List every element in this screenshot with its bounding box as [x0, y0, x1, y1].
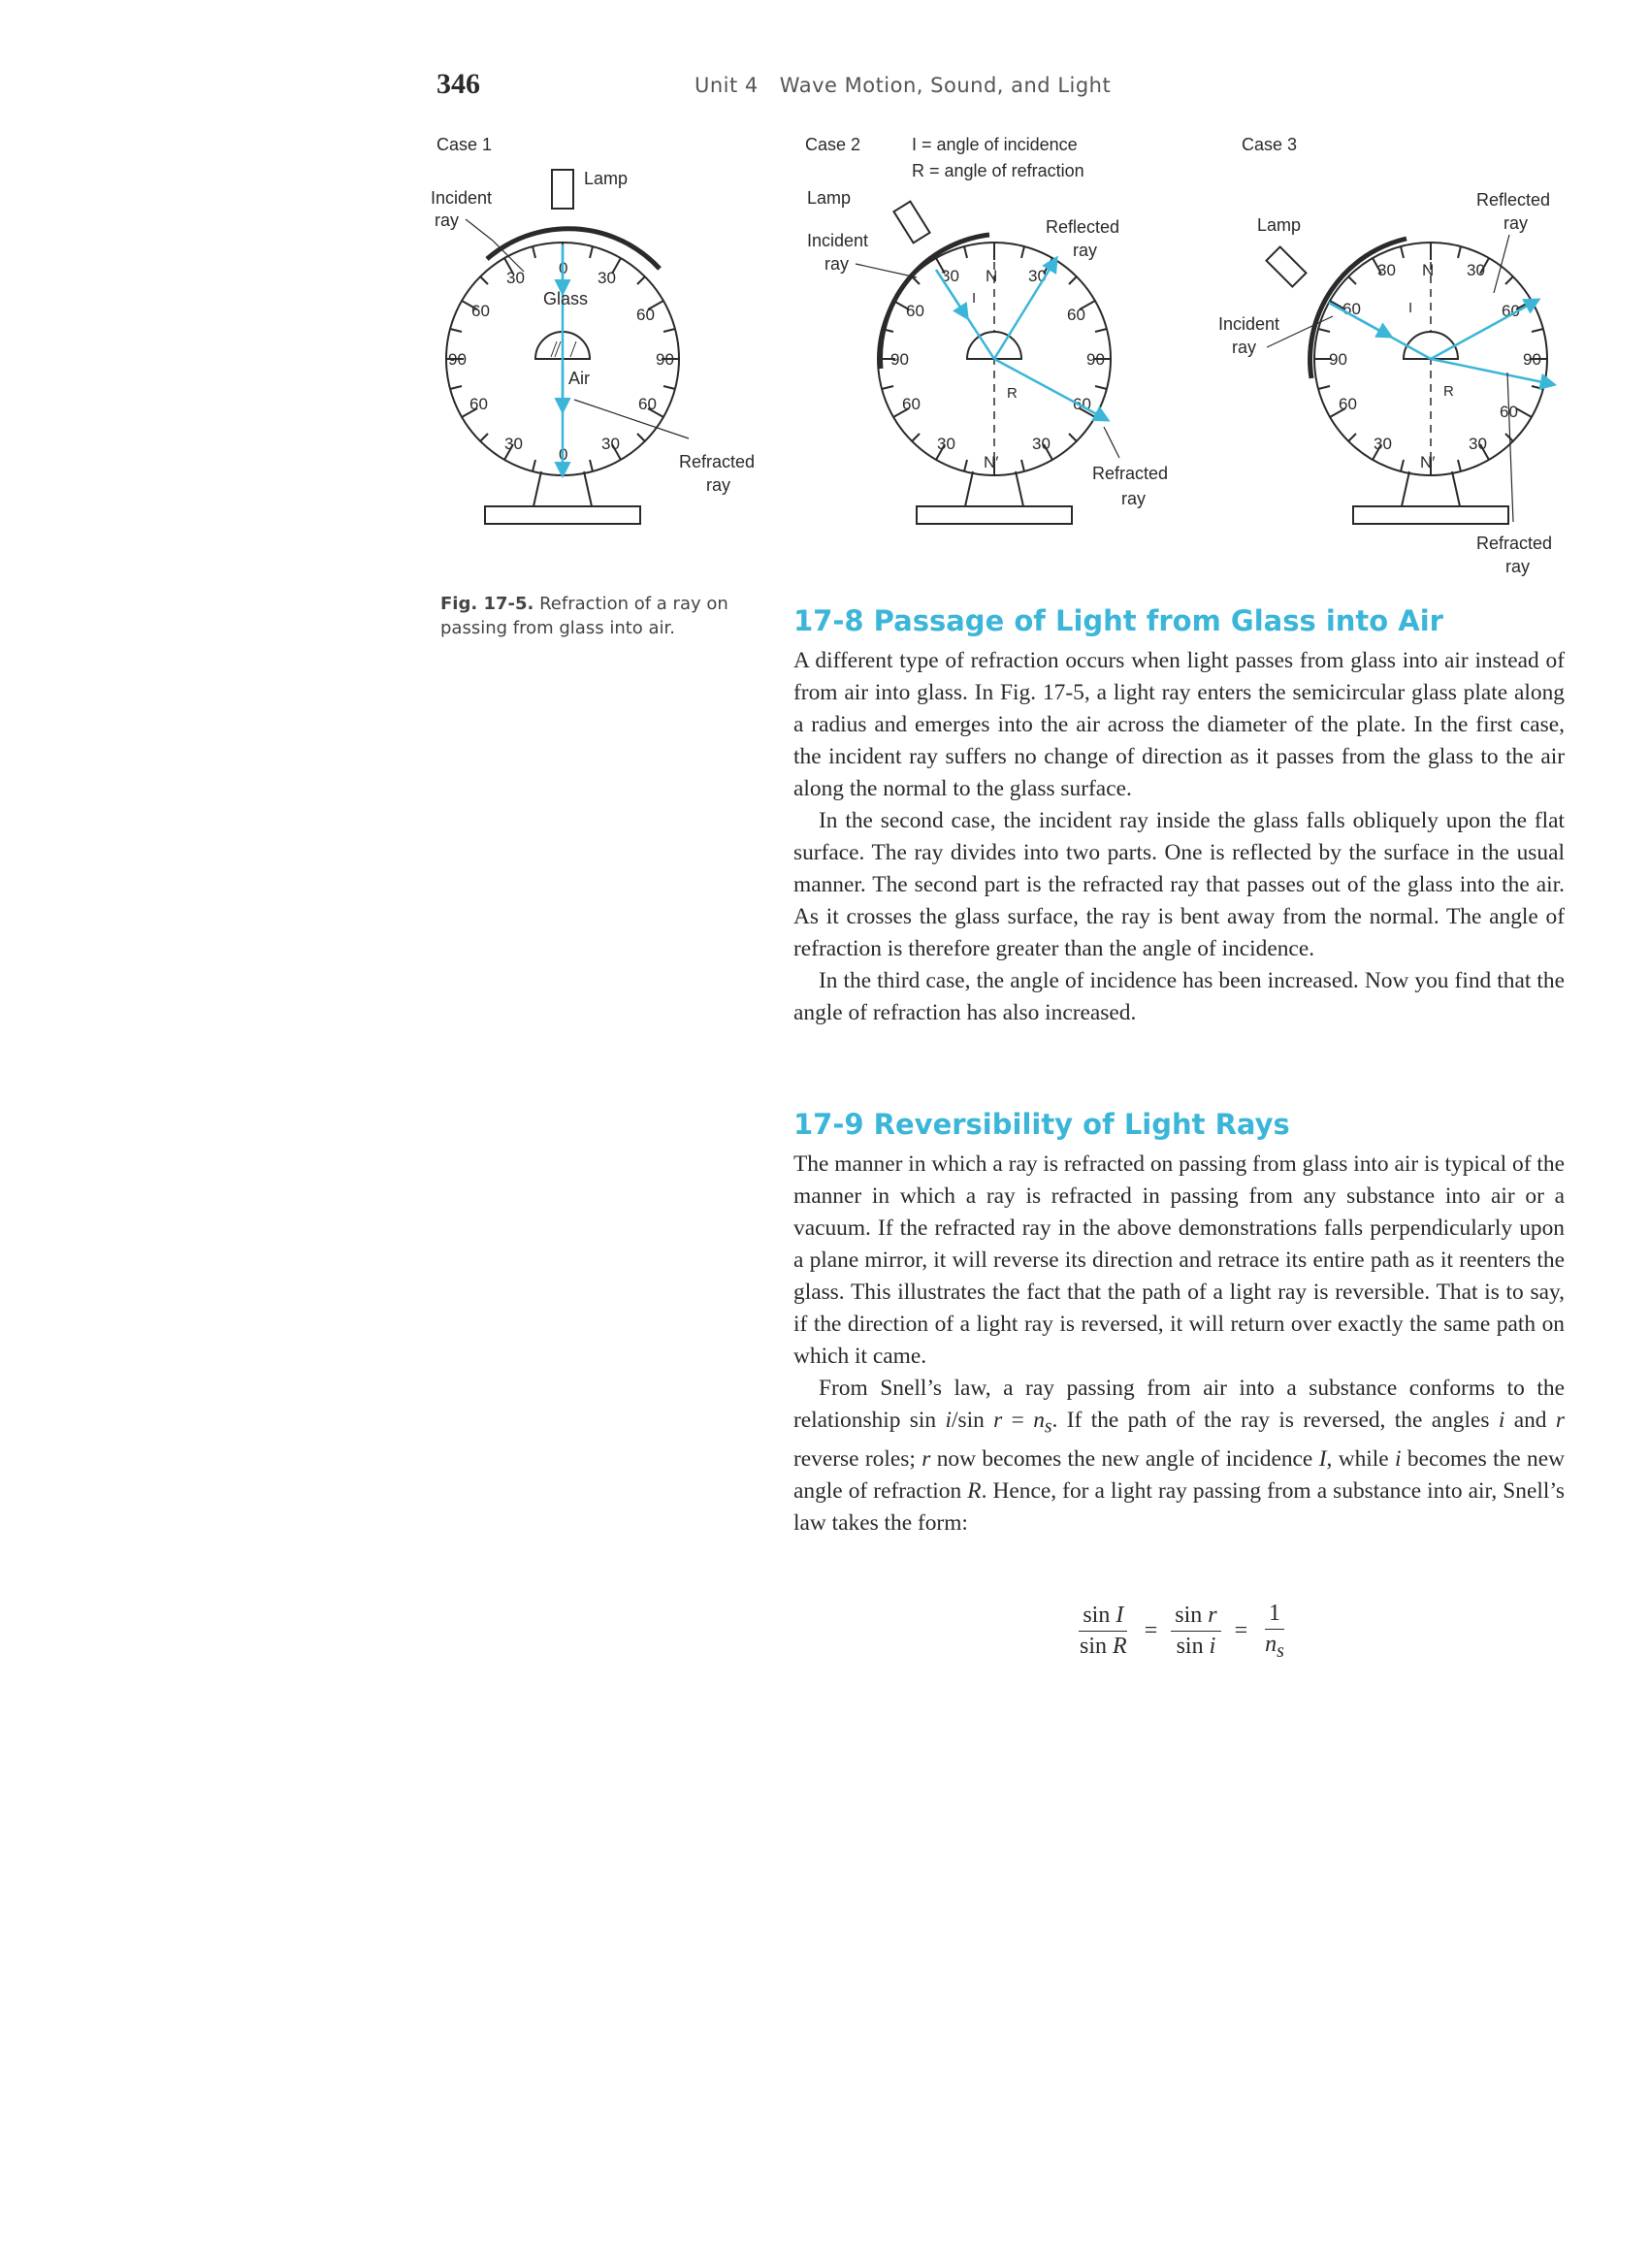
- case3-lamp-label: Lamp: [1257, 215, 1302, 235]
- case2-label-90-r: 90: [1086, 350, 1105, 369]
- case3-scale-labels: [1329, 261, 1541, 471]
- case3-stand: [1402, 471, 1460, 506]
- f3-num: 1: [1265, 1601, 1284, 1630]
- case3-label-60-ll: 60: [1339, 395, 1357, 413]
- case1-air-label: Air: [568, 369, 590, 388]
- case2-lamp: [893, 202, 929, 243]
- case3-reflected-ray: [1431, 301, 1536, 359]
- case2-incident-leader: [856, 264, 917, 277]
- case3-title: Case 3: [1242, 135, 1298, 154]
- case2-lamp-label: Lamp: [807, 188, 852, 208]
- case1-label-90-r: 90: [656, 350, 674, 369]
- case3-lamp: [1266, 246, 1306, 286]
- case2-reflected-label-1: Reflected: [1046, 217, 1120, 237]
- case3-refracted-label-2: ray: [1505, 557, 1531, 576]
- p2-r1: r: [993, 1408, 1003, 1433]
- case2-label-60-ur: 60: [1067, 306, 1085, 324]
- case2-refracted-leader: [1104, 427, 1119, 458]
- fraction-1: [1076, 1603, 1131, 1660]
- case3-Nprime-label: N′: [1420, 453, 1436, 471]
- case3-refracted-leader: [1507, 373, 1513, 522]
- case2-glass-plate: [967, 332, 1021, 359]
- case1-incident-label-2: ray: [435, 211, 460, 230]
- p2-r3: r: [922, 1445, 931, 1472]
- fraction-3: [1261, 1601, 1288, 1663]
- caption-text: Refraction of a ray on passing from glass into air.: [440, 594, 728, 638]
- case1-label-0-bottom: 0: [559, 445, 568, 464]
- case2-label-90-l: 90: [890, 350, 909, 369]
- case2-label-60-ul: 60: [906, 302, 924, 320]
- case2-label-30-ll: 30: [937, 435, 955, 453]
- f3-den-var: n: [1265, 1632, 1277, 1657]
- case1-label-30-lr: 30: [601, 435, 620, 453]
- case1-base: [485, 506, 640, 524]
- case1-label-60-ul: 60: [471, 302, 490, 320]
- f1-den-var: R: [1113, 1634, 1127, 1660]
- para-17-8-2: In the second case, the incident ray inside the glass falls obliquely upon the flat surface. The ray divides into two parts. One is reflected by the surface in the usual manner. The second part is the refracted ray that passes out of the glass into the air. As it crosses the glass surface, the ray is bent away from the normal. The angle of refraction is therefore greater than the angle of incidence.: [793, 808, 1565, 961]
- case2-base: [917, 506, 1072, 524]
- p2-k: . Hence, for a light ray passing from a substance into air, Snell’s law takes the form:: [793, 1477, 1565, 1536]
- p2-c: =: [1002, 1408, 1034, 1433]
- case2-title: Case 2: [805, 135, 861, 154]
- p2-j: becomes the new angle of refraction: [793, 1445, 1566, 1504]
- case3-diagram: [1218, 135, 1552, 576]
- f1-den-sin: sin: [1080, 1634, 1108, 1660]
- f1-num-sin: sin: [1083, 1603, 1111, 1629]
- equals-2: =: [1234, 1618, 1248, 1644]
- case3-label-90-r: 90: [1523, 350, 1541, 369]
- case1-incident-label-1: Incident: [431, 188, 493, 208]
- p2-R: R: [967, 1477, 982, 1504]
- f2-num-sin: sin: [1175, 1603, 1203, 1629]
- case1-label-60-ur: 60: [636, 306, 655, 324]
- section-17-9: [793, 1108, 1565, 1539]
- para-17-8-1: A different type of refraction occurs when light passes from glass into air instead of from air into glass. In Fig. 17-5, a light ray enters the semicircular glass plate along a radius and emerges into the air across the diameter of the plate. In the first case, the incident ray suffers no change of direction as it passes from the glass to the air along the normal to the glass surface.: [793, 648, 1565, 801]
- case3-refracted-label-1: Refracted: [1476, 534, 1553, 553]
- case3-label-30-ur: 30: [1467, 261, 1485, 279]
- case2-diagram: [805, 135, 1168, 524]
- page-number: 346: [436, 68, 480, 100]
- case2-reflected-label-2: ray: [1073, 241, 1098, 260]
- p2-d: . If the path of the ray is reversed, the angles: [1051, 1408, 1499, 1433]
- case2-refracted-label-1: Refracted: [1092, 464, 1169, 483]
- figure-17-5: [427, 126, 1571, 582]
- case1-incident-leader: [466, 219, 493, 241]
- p2-ns-sub: s: [1044, 1416, 1052, 1438]
- case2-stand: [965, 471, 1023, 506]
- case2-reflected-ray: [994, 260, 1055, 359]
- case1-glass-label: Glass: [543, 289, 589, 308]
- case3-label-30-ul: 30: [1377, 261, 1396, 279]
- case3-label-60-ur: 60: [1502, 302, 1520, 320]
- caption-label: Fig. 17-5.: [440, 594, 534, 614]
- p2-b: /sin: [951, 1408, 994, 1433]
- case1-lamp: [552, 170, 573, 209]
- p2-I: I: [1318, 1445, 1327, 1472]
- case3-N-label: N: [1422, 261, 1435, 279]
- f3-den-sub: s: [1277, 1639, 1284, 1662]
- case1-lamp-label: Lamp: [584, 169, 629, 188]
- case1-lamp-track: [487, 229, 660, 269]
- case2-N-label: N: [986, 267, 998, 285]
- case1-label-60-lr: 60: [638, 395, 657, 413]
- unit-title: Wave Motion, Sound, and Light: [779, 74, 1112, 97]
- case2-label-30-lr: 30: [1032, 435, 1051, 453]
- p2-e: and: [1504, 1408, 1556, 1433]
- para-17-9-1: The manner in which a ray is refracted on passing from glass into air is typical of the manner in which a ray is refracted in passing from any substance into air or a vacuum. If the refracted ray in the above demonstrations falls perpendicularly upon a plane mirror, it will reverse its direction and retrace its entire path as it reenters the glass. This illustrates the fact that the path of a light ray is reversible. That is to say, if the direction of a light ray is reversed, it will return over exactly the same path on which it came.: [793, 1151, 1565, 1369]
- case3-label-60-lr: 60: [1500, 403, 1518, 421]
- p2-g: now becomes the new angle of incidence: [930, 1445, 1319, 1472]
- case2-scale-labels: [890, 267, 1105, 471]
- case3-base: [1353, 506, 1508, 524]
- p2-h: , while: [1326, 1445, 1396, 1472]
- legend-incidence: I = angle of incidence: [912, 135, 1078, 154]
- heading-17-9: 17-9 Reversibility of Light Rays: [793, 1108, 1290, 1141]
- case3-glass-plate: [1404, 332, 1458, 359]
- section-17-8: [793, 604, 1565, 1029]
- case1-label-30-ur: 30: [598, 269, 616, 287]
- running-head: [695, 74, 1111, 97]
- case2-Nprime-label: N′: [984, 453, 999, 471]
- case1-stand: [534, 471, 592, 506]
- case3-reflected-leader: [1494, 235, 1509, 293]
- case3-R-label: R: [1443, 383, 1454, 400]
- case2-R-label: R: [1007, 385, 1018, 402]
- case2-I-label: I: [972, 290, 977, 307]
- p2-i3: i: [1395, 1445, 1402, 1472]
- case3-incident-label-2: ray: [1232, 338, 1257, 357]
- case3-label-90-l: 90: [1329, 350, 1347, 369]
- unit-label: Unit 4: [695, 74, 759, 97]
- case2-label-30-ul: 30: [941, 267, 959, 285]
- case2-incident-label-2: ray: [824, 254, 850, 274]
- p2-ns: n: [1033, 1408, 1045, 1433]
- case3-reflected-label-2: ray: [1504, 213, 1529, 233]
- legend-refraction: R = angle of refraction: [912, 161, 1084, 180]
- case1-label-60-ll: 60: [469, 395, 488, 413]
- case3-label-60-ul: 60: [1342, 300, 1361, 318]
- case1-label-90-l: 90: [448, 350, 467, 369]
- case1-label-30-ll: 30: [504, 435, 523, 453]
- case3-I-label: I: [1408, 300, 1413, 316]
- figure-caption: [440, 592, 760, 640]
- case1-title: Case 1: [436, 135, 493, 154]
- f1-num-var: I: [1116, 1603, 1124, 1629]
- case3-label-30-lr: 30: [1469, 435, 1487, 453]
- p2-r2: r: [1555, 1408, 1565, 1433]
- case2-label-30-ur: 30: [1028, 267, 1047, 285]
- snell-formula: [1072, 1601, 1292, 1663]
- p2-a: From Snell’s law, a ray passing from air into a substance conforms to the relationship sin: [793, 1376, 1565, 1433]
- case2-label-60-lr: 60: [1073, 395, 1091, 413]
- case2-refracted-label-2: ray: [1121, 489, 1147, 508]
- case2-label-60-ll: 60: [902, 395, 921, 413]
- p2-i2: i: [1498, 1408, 1505, 1433]
- case1-label-30-ul: 30: [506, 269, 525, 287]
- para-17-8-3: In the third case, the angle of incidence has been increased. Now you find that the angle of refraction has also increased.: [793, 968, 1565, 1025]
- case3-reflected-label-1: Reflected: [1476, 190, 1551, 210]
- case3-incident-label-1: Incident: [1218, 314, 1280, 334]
- f2-den-var: i: [1209, 1634, 1216, 1660]
- f2-den-sin: sin: [1176, 1634, 1204, 1660]
- case3-label-30-ll: 30: [1374, 435, 1392, 453]
- case1-refracted-label-1: Refracted: [679, 452, 756, 471]
- case1-refracted-leader: [574, 400, 689, 438]
- para-17-9-2: [793, 1373, 1565, 1539]
- fraction-2: [1171, 1603, 1220, 1660]
- equals-1: =: [1144, 1618, 1158, 1644]
- case1-diagram: [431, 135, 755, 524]
- case2-incident-label-1: Incident: [807, 231, 869, 250]
- p2-f: reverse roles;: [793, 1445, 922, 1472]
- case1-label-0-top: 0: [559, 259, 568, 277]
- p2-i1: i: [945, 1408, 952, 1433]
- heading-17-8: 17-8 Passage of Light from Glass into Air: [793, 604, 1443, 637]
- case1-refracted-label-2: ray: [706, 475, 731, 495]
- f2-num-var: r: [1208, 1603, 1217, 1629]
